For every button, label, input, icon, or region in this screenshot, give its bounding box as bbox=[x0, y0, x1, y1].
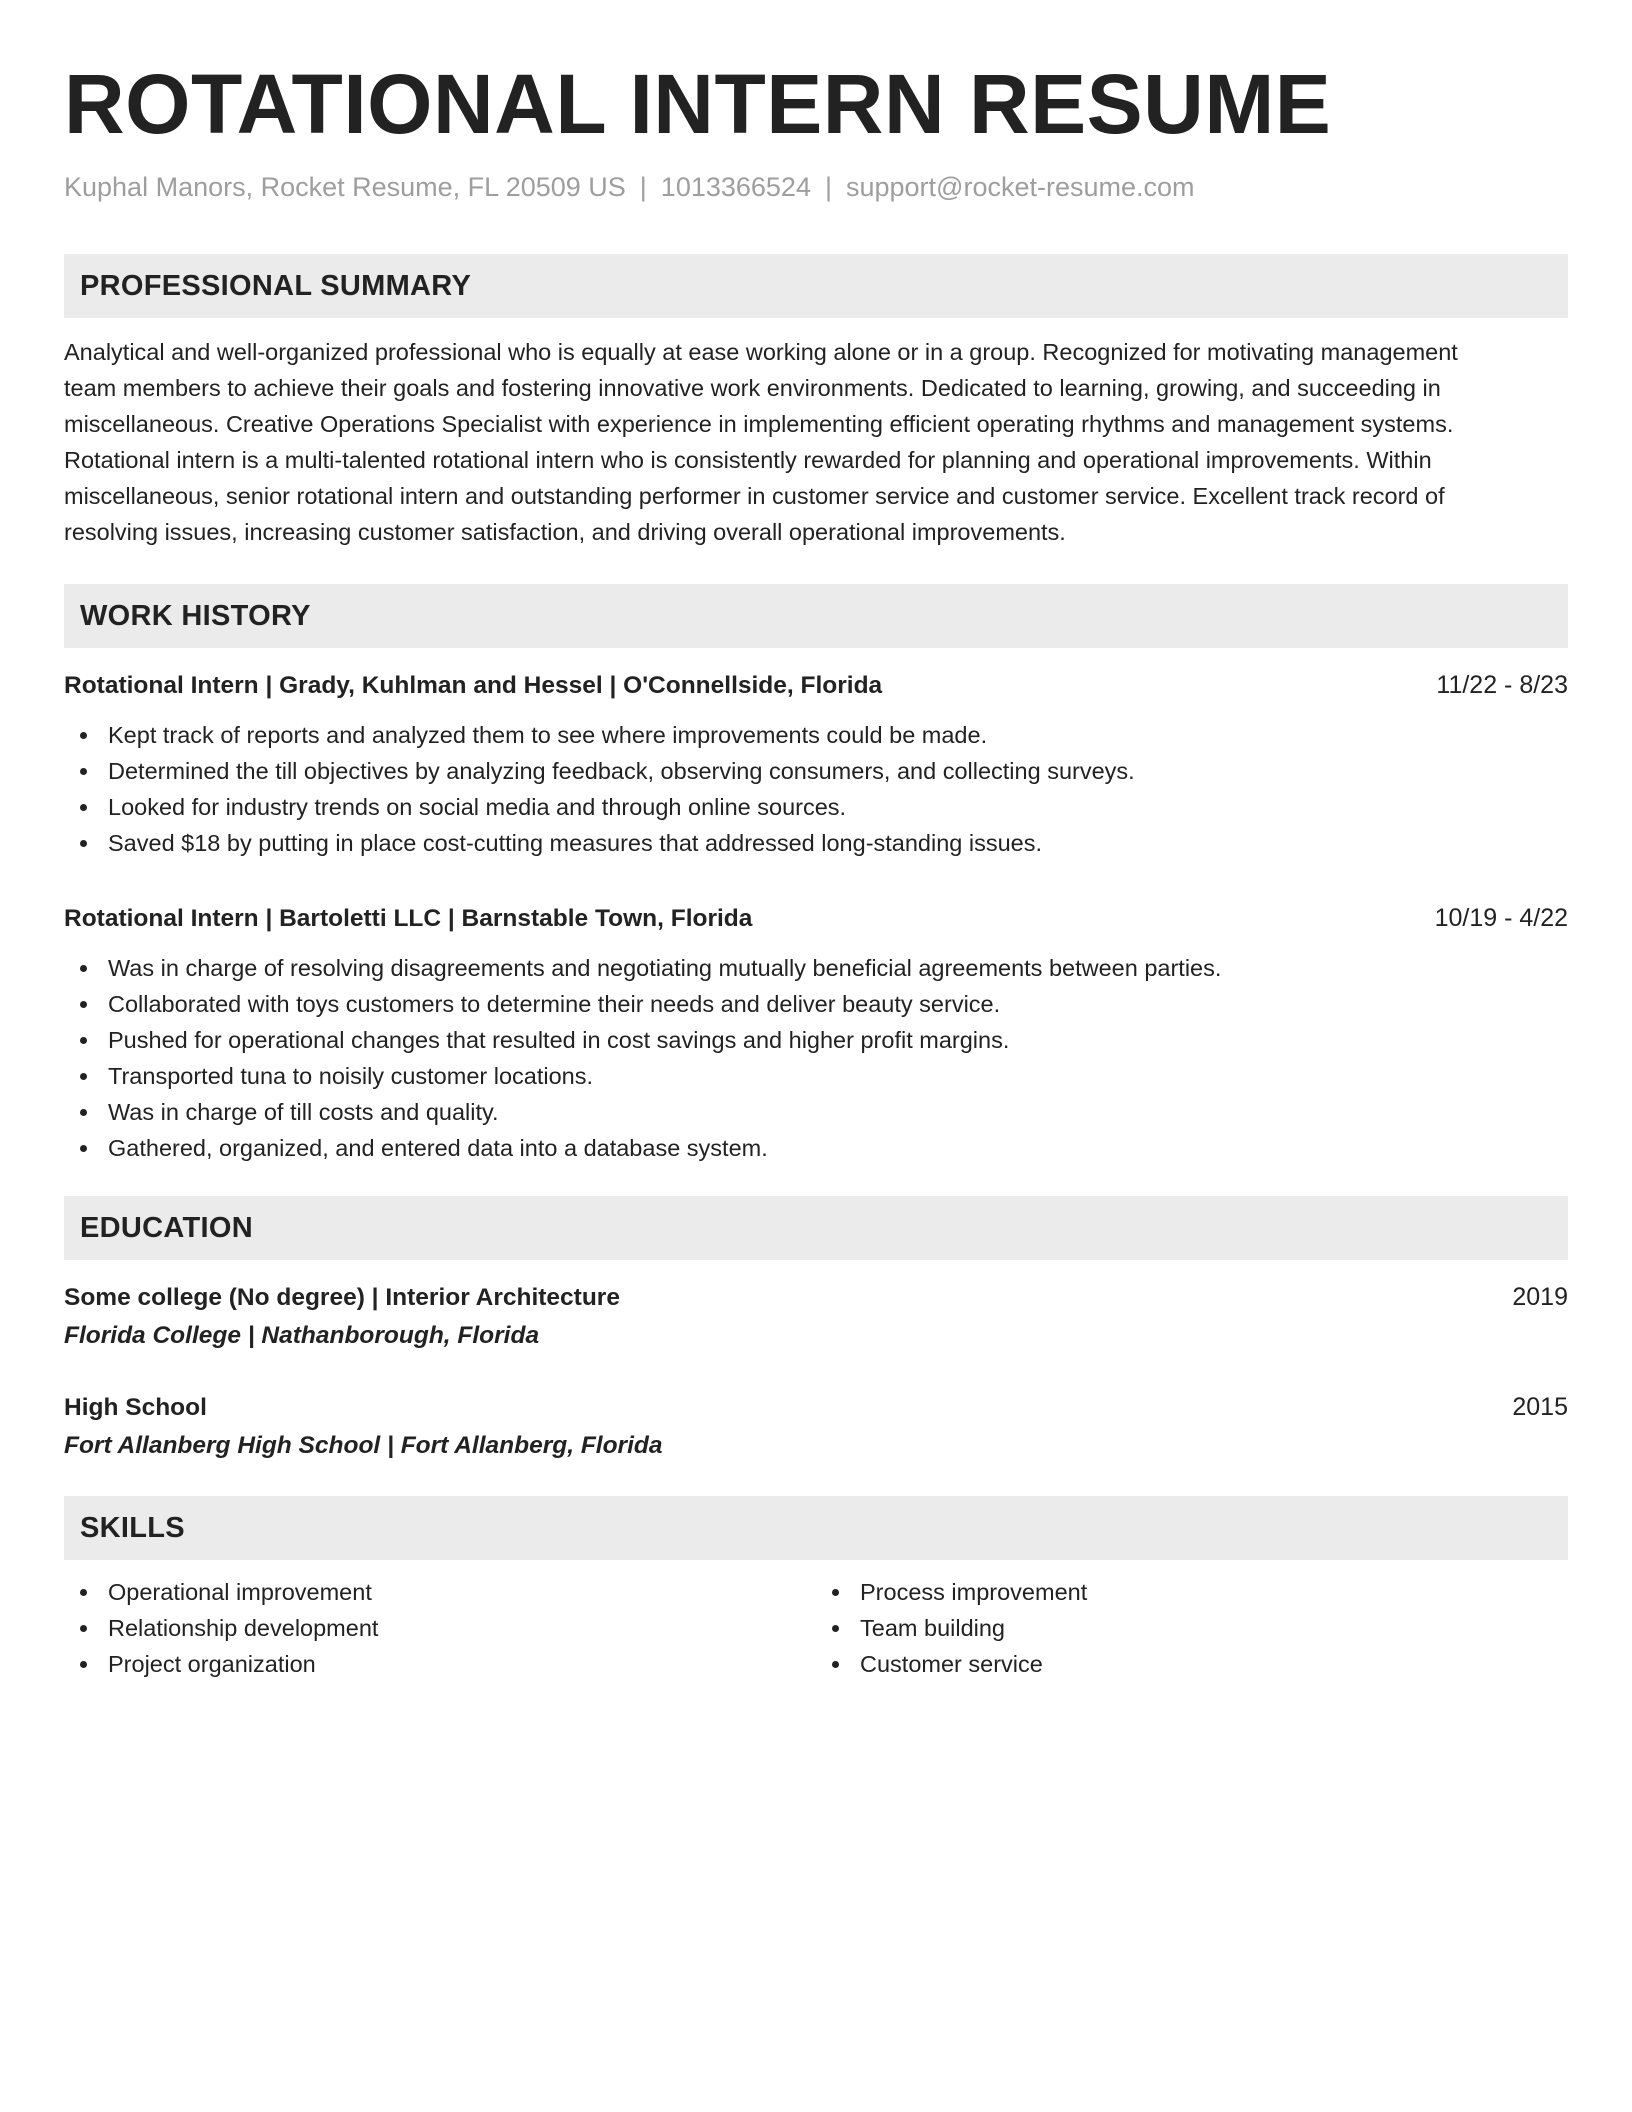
job-bullet: Collaborated with toys customers to determine their needs and deliver beauty service. bbox=[64, 986, 1568, 1022]
job-bullet: Transported tuna to noisily customer locations. bbox=[64, 1058, 1568, 1094]
education-header bbox=[64, 1390, 1568, 1425]
job-bullet: Was in charge of resolving disagreements and negotiating mutually beneficial agreements between parties. bbox=[64, 950, 1568, 986]
job-title: Rotational Intern | Grady, Kuhlman and Hessel | O'Connellside, Florida bbox=[64, 672, 883, 699]
skills-list bbox=[816, 1574, 1568, 1682]
job-title: Rotational Intern | Bartoletti LLC | Barnstable Town, Florida bbox=[64, 905, 753, 932]
education-year: 2015 bbox=[1512, 1393, 1568, 1421]
summary-line: Rotational intern is a multi-talented rotational intern who is consistently rewarded for planning and operational improvements. Within bbox=[64, 447, 1432, 473]
job-entry bbox=[64, 668, 1568, 861]
section-header-work-history: WORK HISTORY bbox=[64, 584, 1568, 648]
section-header-skills: SKILLS bbox=[64, 1496, 1568, 1560]
education-degree: High School bbox=[64, 1394, 207, 1421]
skill-item: Team building bbox=[816, 1610, 1568, 1646]
education-entry bbox=[64, 1280, 1568, 1354]
summary-line: Analytical and well-organized professional who is equally at ease working alone or in a group. Recognized for motivating management bbox=[64, 339, 1458, 365]
job-bullet: Pushed for operational changes that resulted in cost savings and higher profit margins. bbox=[64, 1022, 1568, 1058]
job-bullet: Kept track of reports and analyzed them to see where improvements could be made. bbox=[64, 717, 1568, 753]
section-header-summary: PROFESSIONAL SUMMARY bbox=[64, 254, 1568, 318]
job-bullet: Saved $18 by putting in place cost-cutting measures that addressed long-standing issues. bbox=[64, 825, 1568, 861]
skills-column-left bbox=[64, 1574, 816, 1682]
skill-item: Operational improvement bbox=[64, 1574, 816, 1610]
skill-item: Relationship development bbox=[64, 1610, 816, 1646]
job-bullet: Looked for industry trends on social media and through online sources. bbox=[64, 789, 1568, 825]
section-header-education: EDUCATION bbox=[64, 1196, 1568, 1260]
summary-line: miscellaneous. Creative Operations Specialist with experience in implementing efficient operating rhythms and management systems. bbox=[64, 411, 1454, 437]
contact-separator: | bbox=[824, 172, 832, 202]
skills-column-right bbox=[816, 1574, 1568, 1682]
job-dates: 10/19 - 4/22 bbox=[1434, 904, 1568, 932]
contact-separator: | bbox=[639, 172, 647, 202]
summary-paragraph bbox=[64, 334, 1568, 550]
job-bullet: Was in charge of till costs and quality. bbox=[64, 1094, 1568, 1130]
skills-list bbox=[64, 1574, 816, 1682]
job-bullet: Gathered, organized, and entered data into a database system. bbox=[64, 1130, 1568, 1166]
education-degree: Some college (No degree) | Interior Architecture bbox=[64, 1284, 620, 1311]
job-header bbox=[64, 901, 1568, 936]
job-dates: 11/22 - 8/23 bbox=[1436, 671, 1568, 699]
summary-line: miscellaneous, senior rotational intern and outstanding performer in customer service and customer service. Excellent track record of bbox=[64, 483, 1445, 509]
job-bullets bbox=[64, 717, 1568, 861]
job-entry bbox=[64, 901, 1568, 1166]
skill-item: Process improvement bbox=[816, 1574, 1568, 1610]
contact-line bbox=[64, 170, 1568, 204]
contact-email: support@rocket-resume.com bbox=[845, 172, 1195, 202]
skill-item: Project organization bbox=[64, 1646, 816, 1682]
contact-phone: 1013366524 bbox=[660, 172, 811, 202]
summary-line: resolving issues, increasing customer satisfaction, and driving overall operational improvements. bbox=[64, 519, 1066, 545]
job-bullet: Determined the till objectives by analyzing feedback, observing consumers, and collecting surveys. bbox=[64, 753, 1568, 789]
job-bullets bbox=[64, 950, 1568, 1166]
contact-address: Kuphal Manors, Rocket Resume, FL 20509 US bbox=[64, 172, 626, 202]
resume-title: ROTATIONAL INTERN RESUME bbox=[64, 57, 1332, 151]
skill-item: Customer service bbox=[816, 1646, 1568, 1682]
education-year: 2019 bbox=[1512, 1283, 1568, 1311]
job-header bbox=[64, 668, 1568, 703]
education-school: Florida College | Nathanborough, Florida bbox=[64, 1322, 540, 1349]
education-header bbox=[64, 1280, 1568, 1315]
education-school: Fort Allanberg High School | Fort Allanberg, Florida bbox=[64, 1432, 663, 1459]
education-entry bbox=[64, 1390, 1568, 1464]
summary-line: team members to achieve their goals and fostering innovative work environments. Dedicated to learning, growing, and succeeding in bbox=[64, 375, 1441, 401]
skills-grid bbox=[64, 1574, 1568, 1682]
